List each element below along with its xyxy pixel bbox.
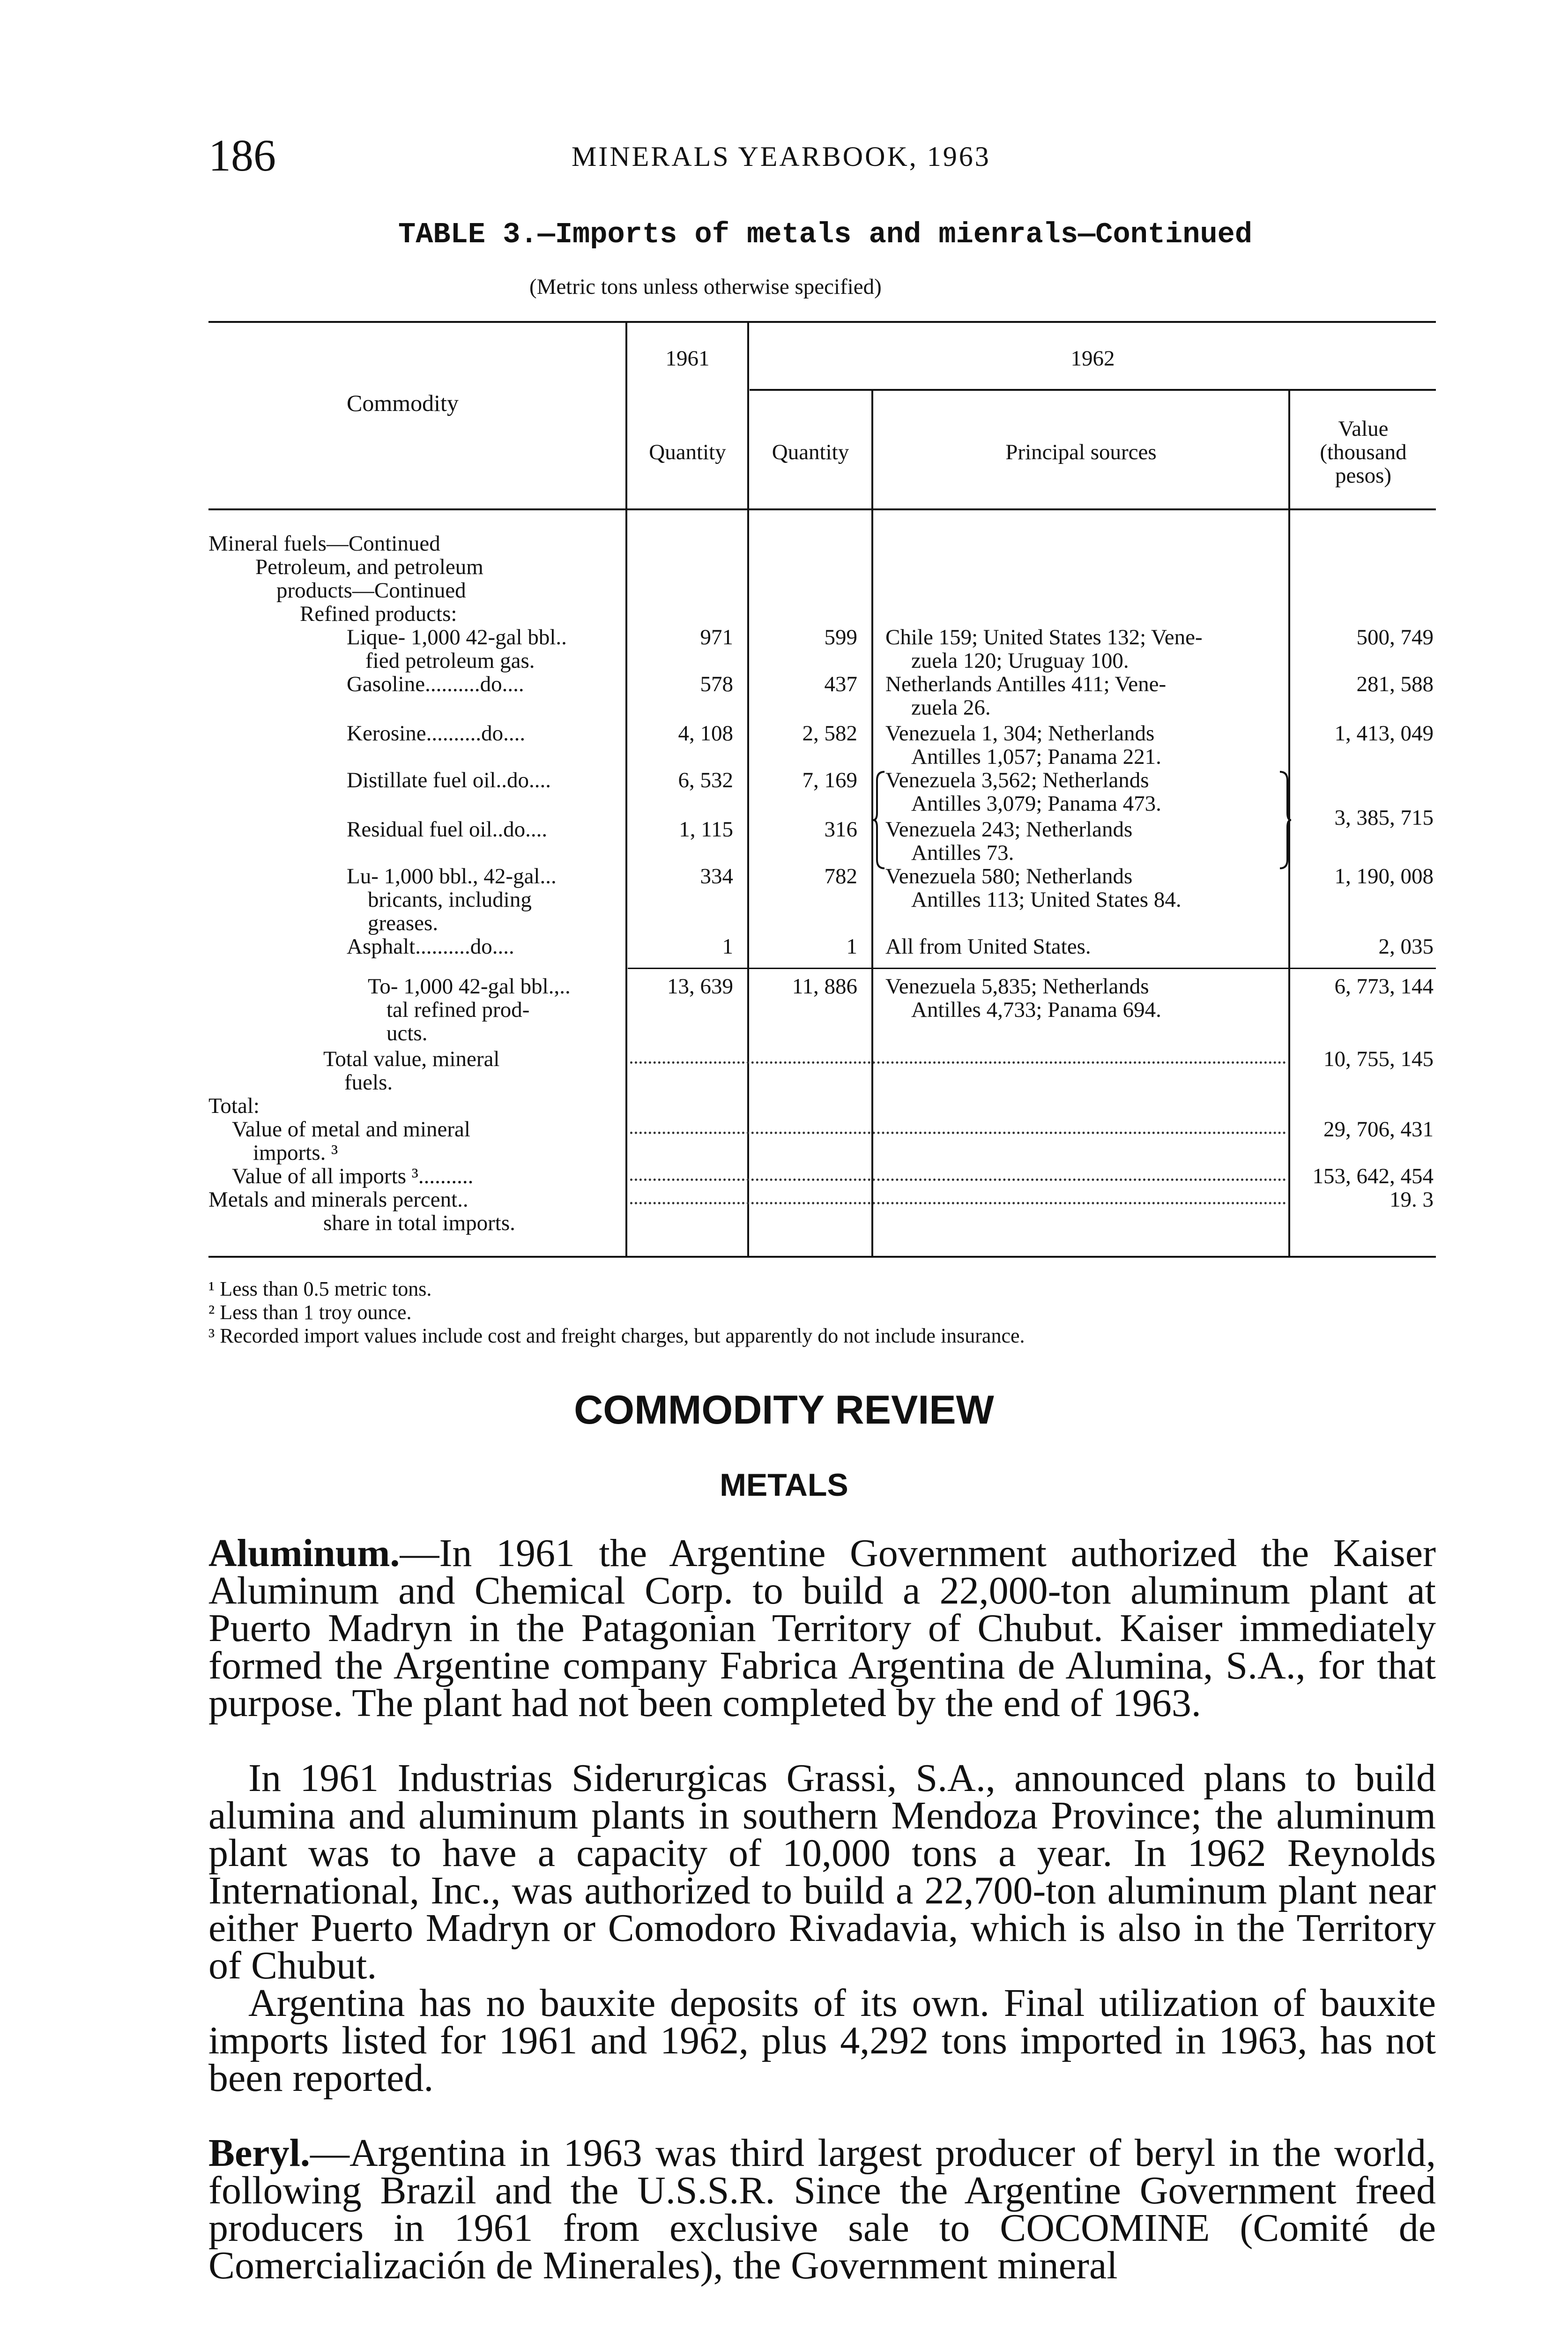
row-gasoline-sources-2: zuela 26. (911, 695, 991, 720)
row-kerosine-name: Kerosine..........do.... (347, 721, 526, 746)
row-lubricants-name-2: bricants, including (368, 888, 532, 912)
row-metals-share-name-2: share in total imports. (323, 1211, 515, 1235)
beryl-lead: Beryl. (208, 2131, 310, 2175)
row-value-metal-mineral-leader (630, 1132, 1286, 1134)
section-petroleum-2: products—Continued (276, 578, 466, 603)
row-kerosine-q1961: 4, 108 (678, 721, 733, 746)
row-total-refined-name: To- 1,000 42-gal bbl.,.. (368, 974, 571, 999)
row-lpg-name-2: fied petroleum gas. (365, 649, 535, 673)
row-gasoline-sources: Netherlands Antilles 411; Vene- (885, 672, 1167, 696)
total-label: Total: (208, 1094, 260, 1118)
table-bottom-rule (208, 1256, 1436, 1258)
row-asphalt-name: Asphalt..........do.... (347, 934, 514, 959)
row-lubricants-name-3: greases. (368, 911, 438, 935)
row-residual-sources: Venezuela 243; Netherlands (885, 817, 1133, 842)
year-1962-rule (750, 389, 1436, 391)
row-distillate-q1961: 6, 532 (678, 768, 733, 792)
paragraph-industrias: In 1961 Industrias Siderurgicas Grassi, S.A., announced plans to build alumina and aluminum plants in southern Mendoza Province; the aluminum plant was to have a capacity of 10,000 tons a year. In 1962 Reynolds International, Inc., was authorized to build a 22,700-ton aluminum plant near either Puerto Madryn or Comodoro Rivadavia, which is also in the Territory of Chubut. (208, 1756, 1436, 1987)
row-value-metal-mineral-value: 29, 706, 431 (1323, 1117, 1434, 1142)
col-divider-1 (625, 321, 627, 1256)
row-residual-sources-2: Antilles 73. (911, 841, 1014, 865)
header-1962: 1962 (1070, 346, 1115, 371)
subtotal-rule (628, 968, 1436, 969)
row-gasoline-q1962: 437 (824, 672, 857, 696)
row-kerosine-q1962: 2, 582 (802, 721, 857, 746)
beryl-text: —Argentina in 1963 was third largest producer of beryl in the world, following Brazil and the U.S.S.R. Since the Argentine Government freed producers in 1961 from exclusive sale to COCOMINE (Comité de Comercialización de Minerales), the Government mineral (208, 2131, 1436, 2287)
row-lpg-q1961: 971 (700, 625, 733, 649)
row-total-value-fuels-value: 10, 755, 145 (1323, 1047, 1434, 1071)
row-lpg-value: 500, 749 (1356, 625, 1434, 649)
header-quantity-1961: Quantity (649, 440, 726, 464)
row-metals-share-leader (630, 1202, 1286, 1204)
row-lubricants-value: 1, 190, 008 (1334, 864, 1434, 888)
row-distillate-sources-2: Antilles 3,079; Panama 473. (911, 791, 1161, 816)
row-total-refined-name-2: tal refined prod- (386, 998, 530, 1022)
row-value-all-imports-name: Value of all imports ³.......... (232, 1164, 474, 1188)
paragraph-beryl (208, 2131, 1436, 2287)
row-lpg-name: Lique- 1,000 42-gal bbl.. (347, 625, 567, 649)
row-total-refined-sources-2: Antilles 4,733; Panama 694. (911, 998, 1161, 1022)
row-kerosine-sources-2: Antilles 1,057; Panama 221. (911, 745, 1161, 769)
distillate-residual-right-bracket (1278, 771, 1292, 869)
header-1961: 1961 (665, 346, 710, 371)
row-metals-share-value: 19. 3 (1390, 1187, 1434, 1212)
aluminum-text: —In 1961 the Argentine Government authorized the Kaiser Aluminum and Chemical Corp. to build a 22,000-ton aluminum plant at Puerto Madryn in the Patagonian Territory of Chubut. Kaiser immediately formed the Argentine company Fabrica Argentina de Alumina, S.A., for that purpose. The plant had not been completed by the end of 1963. (208, 1531, 1436, 1725)
row-residual-q1962: 316 (824, 817, 857, 842)
distillate-residual-left-bracket (872, 771, 886, 869)
row-distillate-q1962: 7, 169 (802, 768, 857, 792)
row-lpg-q1962: 599 (824, 625, 857, 649)
table-title: TABLE 3.—Imports of metals and mienrals—Continued (398, 218, 1253, 251)
footnote-1: ¹ Less than 0.5 metric tons. (208, 1277, 432, 1300)
row-total-value-fuels-name: Total value, mineral (323, 1047, 500, 1071)
row-total-refined-q1961: 13, 639 (667, 974, 733, 999)
aluminum-lead: Aluminum. (208, 1531, 400, 1575)
row-total-refined-q1962: 11, 886 (792, 974, 857, 999)
running-head: MINERALS YEARBOOK, 1963 (572, 141, 991, 172)
row-total-value-fuels-name-2: fuels. (344, 1070, 393, 1095)
row-gasoline-name: Gasoline..........do.... (347, 672, 524, 696)
paragraph-aluminum (208, 1531, 1436, 1725)
row-asphalt-q1962: 1 (846, 934, 857, 959)
row-lubricants-name: Lu- 1,000 bbl., 42-gal... (347, 864, 557, 888)
row-distillate-name: Distillate fuel oil..do.... (347, 768, 551, 792)
table-subtitle: (Metric tons unless otherwise specified) (529, 275, 882, 299)
page-number: 186 (208, 130, 276, 180)
row-lpg-sources: Chile 159; United States 132; Vene- (885, 625, 1203, 649)
header-principal-sources: Principal sources (1005, 440, 1157, 464)
row-distillate-sources: Venezuela 3,562; Netherlands (885, 768, 1149, 792)
row-gasoline-q1961: 578 (700, 672, 733, 696)
metals-subheading: METALS (720, 1467, 848, 1503)
row-value-all-imports-leader (630, 1179, 1286, 1181)
row-lubricants-q1962: 782 (824, 864, 857, 888)
col-divider-2 (747, 321, 749, 1256)
row-total-refined-sources: Venezuela 5,835; Netherlands (885, 974, 1149, 999)
row-kerosine-value: 1, 413, 049 (1334, 721, 1434, 746)
row-distillate-residual-value: 3, 385, 715 (1334, 806, 1434, 830)
row-total-refined-name-3: ucts. (386, 1021, 428, 1045)
row-value-metal-mineral-name-2: imports. ³ (253, 1141, 338, 1165)
commodity-review-heading: COMMODITY REVIEW (574, 1388, 994, 1433)
header-value-2: (thousand (1320, 440, 1407, 464)
header-commodity: Commodity (347, 390, 459, 416)
row-value-metal-mineral-name: Value of metal and mineral (232, 1117, 470, 1142)
section-refined: Refined products: (300, 602, 457, 626)
row-asphalt-value: 2, 035 (1378, 934, 1434, 959)
row-kerosine-sources: Venezuela 1, 304; Netherlands (885, 721, 1155, 746)
footnote-2: ² Less than 1 troy ounce. (208, 1301, 412, 1324)
row-lubricants-q1961: 334 (700, 864, 733, 888)
row-lubricants-sources: Venezuela 580; Netherlands (885, 864, 1133, 888)
paragraph-bauxite: Argentina has no bauxite deposits of its own. Final utilization of bauxite imports listed for 1961 and 1962, plus 4,292 tons imported in 1963, has not been reported. (208, 1981, 1436, 2100)
row-asphalt-q1961: 1 (722, 934, 733, 959)
header-quantity-1962: Quantity (772, 440, 849, 464)
header-value-1: Value (1338, 417, 1389, 441)
row-residual-q1961: 1, 115 (679, 817, 733, 842)
row-total-refined-value: 6, 773, 144 (1334, 974, 1434, 999)
row-residual-name: Residual fuel oil..do.... (347, 817, 548, 842)
section-petroleum: Petroleum, and petroleum (255, 555, 483, 579)
row-lpg-sources-2: zuela 120; Uruguay 100. (911, 649, 1129, 673)
row-value-all-imports-value: 153, 642, 454 (1312, 1164, 1434, 1188)
row-asphalt-sources: All from United States. (885, 934, 1091, 959)
section-mineral-fuels: Mineral fuels—Continued (208, 531, 440, 556)
footnote-3: ³ Recorded import values include cost and freight charges, but apparently do not include insurance. (208, 1324, 1025, 1347)
header-bottom-rule (208, 508, 1436, 510)
row-metals-share-name: Metals and minerals percent.. (208, 1187, 468, 1212)
header-value-3: pesos) (1335, 463, 1392, 488)
row-total-value-fuels-leader (630, 1061, 1286, 1064)
table-top-rule (208, 321, 1436, 323)
row-lubricants-sources-2: Antilles 113; United States 84. (911, 888, 1182, 912)
row-gasoline-value: 281, 588 (1356, 672, 1434, 696)
